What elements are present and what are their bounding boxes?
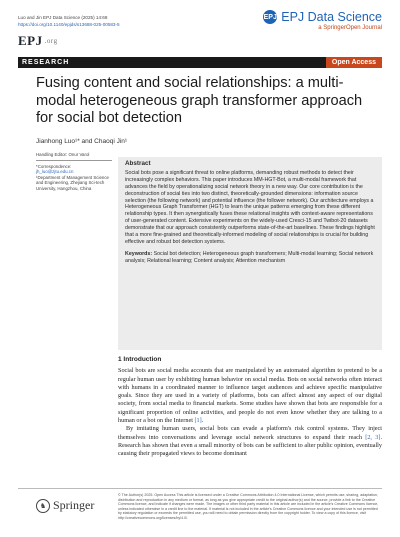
side-notes — [36, 152, 112, 192]
divider — [36, 160, 112, 161]
introduction-section — [118, 356, 382, 459]
author-list: Jianhong Luo¹* and Chaoqi Jin¹ — [36, 138, 128, 145]
citation-link[interactable]: [1] — [194, 417, 202, 425]
epj-logo-text: EPJ — [18, 33, 43, 48]
license-text: © The Author(s) 2025. Open Access This article is licensed under a Creative Commons Attribution 4.0 International License, which permits use, sharing, adaptation, distribution and reproduction in any medium or format, as long as you give appropriate credit to the original author(s) and the source, provide a link to the Creative Commons licence, and indicate if changes were made. The images or other third party material in this article are included in the article's Creative Commons licence, unless indicated otherwise in a credit line to the material. If material is not included in the article's Creative Commons licence and your intended use is not permitted by statutory regulation or exceeds the permitted use, you will need to obtain permission directly from the copyright holder. To view a copy of this licence, visit http://creativecommons.org/licenses/by/4.0/. — [118, 493, 379, 520]
correspondence-label: *Correspondence: — [36, 163, 72, 169]
epj-logo-suffix: .org — [44, 37, 58, 45]
paragraph — [118, 425, 382, 458]
keywords — [125, 251, 375, 265]
abstract-heading: Abstract — [125, 160, 151, 167]
correspondence-email[interactable]: jh_luo@zjtu.edu.cn — [36, 169, 74, 175]
springer-horse-icon: ♞ — [36, 499, 50, 513]
handling-editor: Handling Editor: Onur Varol — [36, 152, 90, 157]
article-type-bar — [18, 57, 382, 68]
springer-logo[interactable] — [36, 498, 94, 513]
journal-subtitle: a SpringerOpen Journal — [318, 25, 382, 31]
article-type-label: RESEARCH — [22, 58, 70, 66]
journal-brand[interactable] — [263, 10, 382, 31]
abstract-box — [118, 157, 382, 350]
affiliation: ¹Department of Management Science and Engineering, Zhejiang Sci-tech University, Hangzhou, China — [36, 174, 109, 191]
citation-link[interactable]: [2, 3] — [365, 433, 381, 441]
keywords-label: Keywords: — [125, 250, 153, 257]
keywords-list: Social bot detection; Heterogeneous graph transformers; Multi-modal learning; Social network analysis; Relational learning; Content analysis; Attention mechanism — [125, 250, 374, 264]
paragraph-text: Social bots are social media accounts that are manipulated by an automated algorithm to pretend to be a regular human user by exhibiting human behavior on social media. Bots on social networks often interact with humans in a coordinated manner to influence target audiences and achieve specific manipulative goals. Since they are used in a variety of platforms, bots can affect almost any aspect of our digital society, from social media to financial markets. Some studies have shown that bots are responsible for a significant proportion of online activities, and people do not even know whether they are talking to a human or a bot on the Internet — [118, 367, 382, 425]
springer-wordmark: Springer — [53, 498, 95, 512]
paragraph: Social bots are social media accounts that are manipulated by an automated algorithm to pretend to be a regular human user by exhibiting human behavior on social media. Bots on social networks often interact with humans in a coordinated manner to influence target audiences and achieve specific manipulative goals. Since they are used in a variety of platforms, bots can affect almost any aspect of our digital society, from social media to financial markets. Some studies have shown that bots are responsible for a significant proportion of online activities, and people do not even know whether they are talking to a human or a bot on the Internet [1]. — [118, 367, 382, 425]
paragraph-text: By imitating human users, social bots can evade a platform's risk control systems. They inject themselves into conversations and leverage social network structures to expand their reach — [118, 425, 382, 441]
footer-divider — [18, 488, 382, 489]
journal-reference: Luo and Jin EPJ Data Science (2025) 14:68 — [18, 15, 108, 20]
section-heading: 1 Introduction — [118, 356, 162, 363]
journal-logo-icon: EPJ — [263, 10, 277, 24]
doi-link[interactable]: https://doi.org/10.1140/epjds/s13688-025-00583-5 — [18, 22, 120, 27]
paper-title: Fusing content and social relationships: a multi-modal heterogeneous graph transformer approach for social bot detection — [36, 75, 363, 126]
open-access-badge: Open Access — [326, 57, 382, 68]
journal-name: EPJ Data Science — [281, 10, 382, 24]
abstract-text: Social bots pose a significant threat to online platforms, demanding robust methods to detect their increasingly complex behaviors. This paper introduces MM-HGT-Bot, a multi-modal framework that advances the field by operationalizing social network theory in a new way. Our core contribution is the deconstruction of social ties into two distinct, theoretically-grounded dimensions: information source selection (the following network) and potential influence (the follower network). Our architecture employs a Heterogeneous Graph Transformer (HGT) to learn the unique patterns emerging from these different relationship types. It then synergistically fuses these relational insights with context-aware representations of user-generated content. Extensive experiments on the widely-used Cresci-15 and Twibot-20 datasets demonstrate that our approach consistently outperforms state-of-the-art baselines. These findings highlight that a more fine-grained and theoretically-informed modeling of social relationships is crucial for building effective and robust bot detection systems. — [125, 169, 375, 245]
epj-logo[interactable] — [18, 33, 58, 49]
journal-citation-line — [18, 14, 218, 28]
paragraph-text: . Research has shown that even a small minority of bots can be sufficient to alter public opinion, eventually causing their propagated views to become dominant — [118, 433, 383, 458]
